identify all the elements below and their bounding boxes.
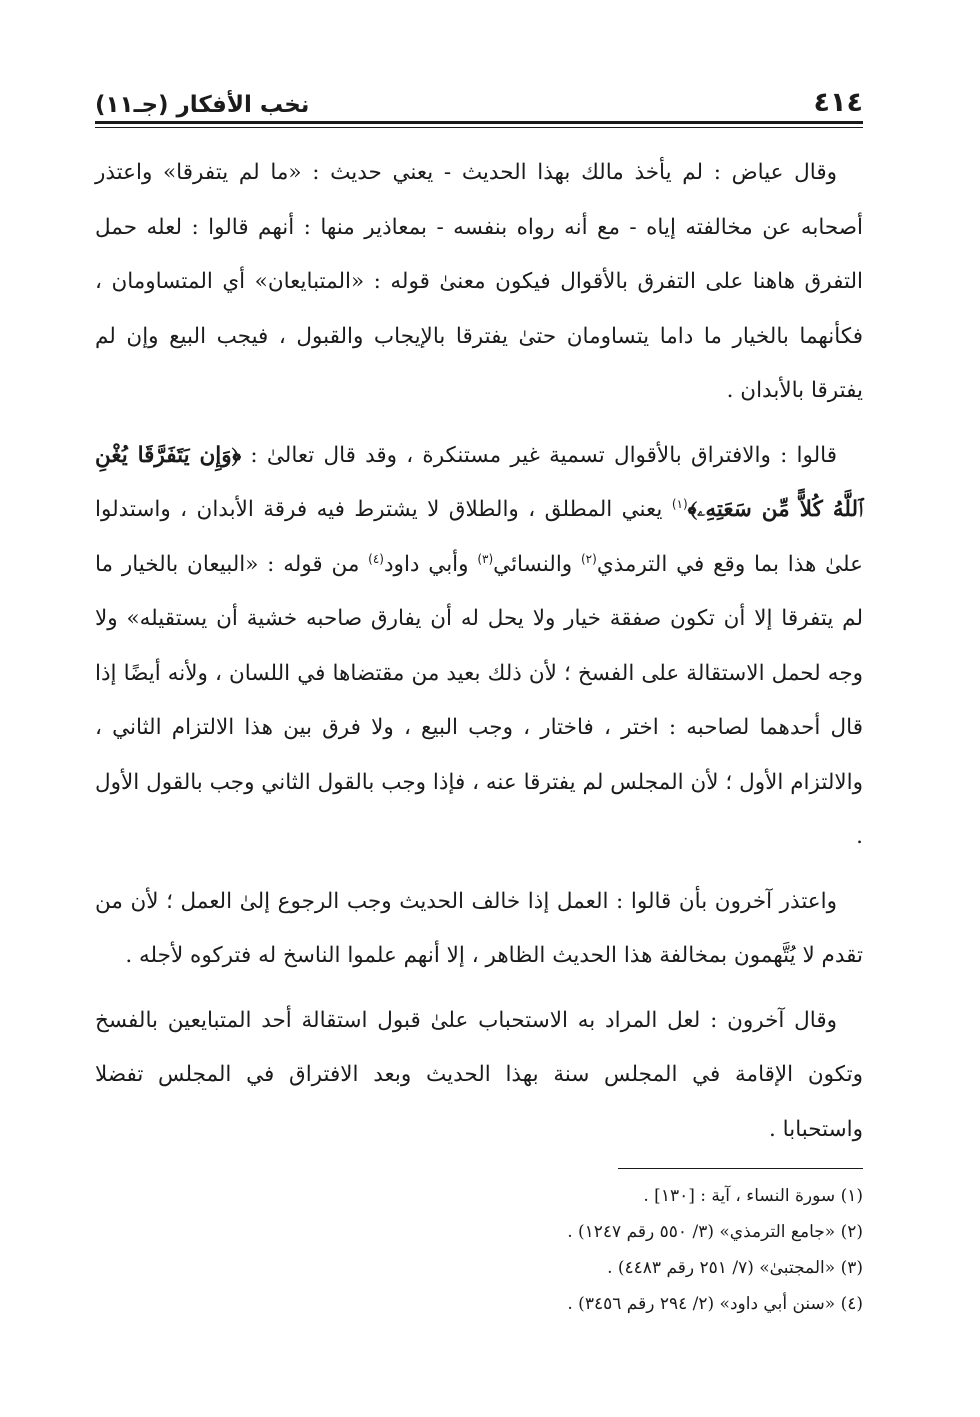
- paragraph-2-part-5: من قوله : «البيعان بالخيار ما لم يتفرقا إلا أن تكون صفقة خيار ولا يحل له أن يفارق صاحبه خشية أن يستقيله» ولا وجه لحمل الاستقالة على الفسخ ؛ لأن ذلك بعيد من مقتضاها في اللسان ، ولأنه أيضًا إذا قال أحدهما لصاحبه : اختر ، فاختار ، وجب البيع ، ولا فرق بين هذا الالتزام الثاني ، والالتزام الأول ؛ لأن المجلس لم يفترقا عنه ، فإذا وجب بالقول الثاني وجب بالقول الأول .: [95, 551, 863, 849]
- footnote-separator: [618, 1168, 863, 1169]
- header-rule-thick: [95, 121, 863, 124]
- page-header: [95, 68, 863, 118]
- header-rule-thin: [95, 127, 863, 128]
- quran-verse: ﴿وَإِن يَتَفَرَّقَا يُغْنِ ٱللَّهُ كُلاًّ مِّن سَعَتِهِۦ﴾: [95, 442, 863, 522]
- paragraph-2-part-3: والنسائي: [493, 551, 581, 577]
- paragraph-2: [95, 429, 863, 865]
- footnote-3: (٣) «المجتبىٰ» (٧/ ٢٥١ رقم ٤٤٨٣) .: [607, 1258, 863, 1278]
- paragraph-4: وقال آخرون : لعل المراد به الاستحباب علىٰ قبول استقالة أحد المتبايعين بالفسخ وتكون الإقامة في المجلس سنة بهذا الحديث وبعد الافتراق في المجلس تفضلا واستحبابا .: [95, 1007, 863, 1142]
- footnote-4: (٤) «سنن أبي داود» (٢/ ٢٩٤ رقم ٣٤٥٦) .: [567, 1294, 863, 1314]
- footnotes: [95, 1178, 863, 1322]
- footnote-ref-4: (٤): [368, 551, 384, 566]
- paragraph-3: واعتذر آخرون بأن قالوا : العمل إذا خالف الحديث وجب الرجوع إلىٰ العمل ؛ لأن من تقدم لا يُتَّهمون بمخالفة هذا الحديث الظاهر ، إلا أنهم علموا الناسخ له فتركوه لأجله .: [95, 888, 863, 968]
- paragraph-2-part-4: وأبي داود: [383, 551, 478, 577]
- footnote-1: (١) سورة النساء ، آية : [١٣٠] .: [643, 1186, 863, 1206]
- paragraph-2-part-1: قالوا : والافتراق بالأقوال تسمية غير مستنكرة ، وقد قال تعالىٰ :: [241, 442, 837, 468]
- footnote-2: (٢) «جامع الترمذي» (٣/ ٥٥٠ رقم ١٢٤٧) .: [567, 1222, 863, 1242]
- paragraph-2-part-2: يعني المطلق ، والطلاق لا يشترط فيه فرقة الأبدان ، واستدلوا علىٰ هذا بما وقع في الترمذي: [95, 497, 863, 577]
- main-text: [95, 146, 863, 1167]
- book-title: نخب الأفكار (جـ١١): [95, 92, 310, 118]
- paragraph-1: وقال عياض : لم يأخذ مالك بهذا الحديث - يعني حديث : «ما لم يتفرقا» واعتذر أصحابه عن مخالفته إياه - مع أنه رواه بنفسه - بمعاذير منها : أنهم قالوا : لعله حمل التفرق هاهنا على التفرق بالأقوال فيكون معنىٰ قوله : «المتبايعان» أي المتساومان ، فكأنهما بالخيار ما داما يتساومان حتىٰ يفترقا بالإيجاب والقبول ، فيجب البيع وإن لم يفترقا بالأبدان .: [95, 160, 863, 403]
- page-number: ٤١٤: [813, 87, 863, 118]
- footnote-ref-2: (٢): [580, 551, 597, 566]
- footnote-ref-3: (٣): [477, 551, 494, 566]
- footnote-ref-1: (١): [671, 496, 688, 511]
